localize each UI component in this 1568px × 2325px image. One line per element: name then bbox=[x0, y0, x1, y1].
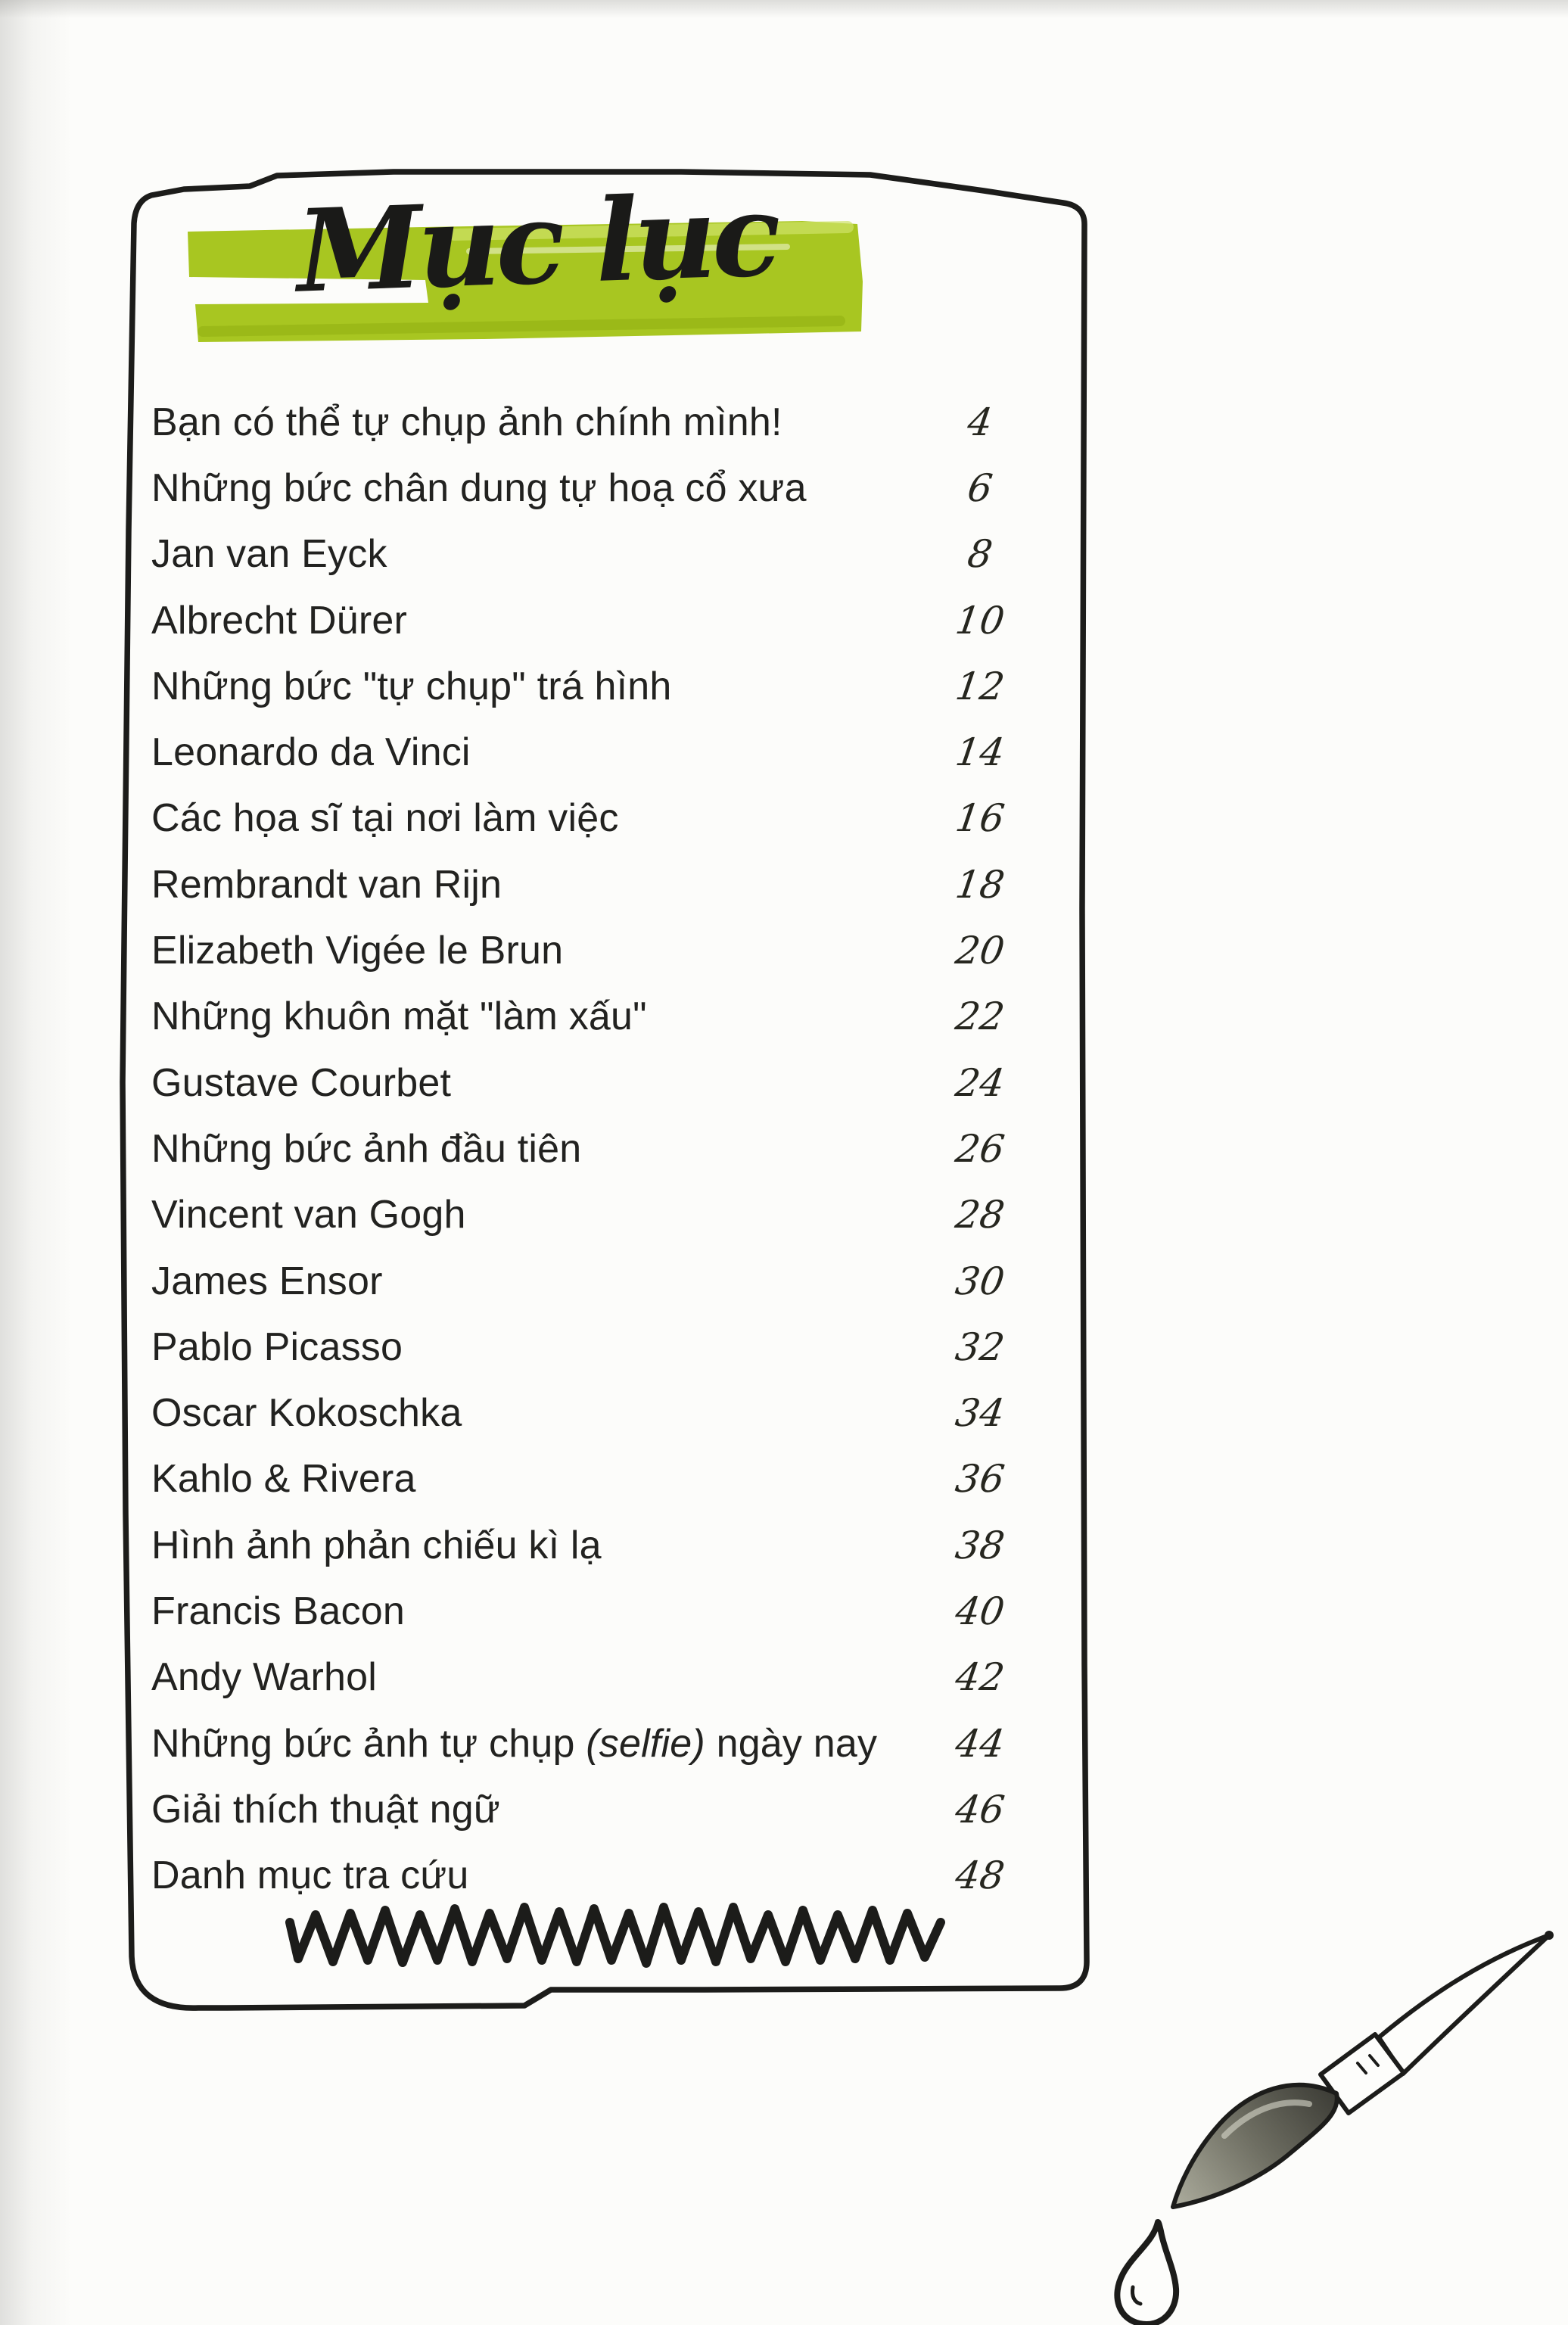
toc-entry bbox=[151, 1512, 1029, 1578]
toc-entry bbox=[151, 984, 1029, 1050]
toc-entry bbox=[151, 1314, 1029, 1380]
toc-entry bbox=[151, 1182, 1029, 1248]
toc-entry-page-number: 24 bbox=[953, 1060, 1007, 1105]
squiggle-divider bbox=[290, 1907, 941, 1963]
toc-entry bbox=[151, 1116, 1029, 1181]
toc-entry-page-number: 6 bbox=[965, 465, 995, 510]
brush-handle-tip bbox=[1545, 1931, 1554, 1940]
toc-entry bbox=[151, 786, 1029, 851]
toc-entry-title: Rembrandt van Rijn bbox=[151, 862, 502, 907]
toc-entry-page-number: 18 bbox=[953, 862, 1007, 907]
brush-bristles bbox=[1173, 2085, 1337, 2207]
toc-entry-page-number: 4 bbox=[965, 400, 995, 444]
brush-handle bbox=[1379, 1935, 1549, 2074]
toc-entry-page-number: 36 bbox=[953, 1457, 1007, 1502]
toc-entry-page-number: 20 bbox=[953, 929, 1007, 973]
toc-entry-title: Albrecht Dürer bbox=[151, 598, 408, 643]
toc-entry bbox=[151, 851, 1029, 917]
toc-entry bbox=[151, 389, 1029, 455]
toc-entry bbox=[151, 1380, 1029, 1446]
toc-entry-title: Kahlo & Rivera bbox=[151, 1457, 416, 1502]
toc-entry-page-number: 44 bbox=[953, 1721, 1007, 1766]
toc-entry-page-number: 32 bbox=[953, 1324, 1007, 1369]
toc-entry-title: Hình ảnh phản chiếu kì lạ bbox=[151, 1523, 602, 1567]
toc-entry-page-number: 42 bbox=[953, 1655, 1007, 1700]
toc-entry bbox=[151, 1710, 1029, 1776]
toc-entry-page-number: 28 bbox=[953, 1193, 1007, 1237]
toc-entry-page-number: 40 bbox=[953, 1589, 1007, 1633]
toc-entry-page-number: 8 bbox=[965, 532, 995, 577]
toc-entry bbox=[151, 1248, 1029, 1314]
toc-entry bbox=[151, 653, 1029, 719]
toc-entry-title: Những bức ảnh tự chụp (selfie) ngày nay bbox=[151, 1721, 878, 1766]
toc-entry bbox=[151, 521, 1029, 587]
toc-entry-title: Những bức "tự chụp" trá hình bbox=[151, 664, 672, 708]
toc-entry bbox=[151, 1843, 1029, 1909]
toc-entry bbox=[151, 917, 1029, 983]
toc-entry bbox=[151, 455, 1029, 521]
toc-entry-title: Những khuôn mặt "làm xấu" bbox=[151, 994, 647, 1039]
page-title: Mục lục bbox=[294, 168, 779, 319]
toc-entry-title: Leonardo da Vinci bbox=[151, 730, 471, 775]
toc-entry-title: Bạn có thể tự chụp ảnh chính mình! bbox=[151, 400, 782, 444]
toc-entry-title: Danh mục tra cứu bbox=[151, 1853, 469, 1898]
toc-entry-title: Gustave Courbet bbox=[151, 1060, 452, 1105]
toc-entry bbox=[151, 1050, 1029, 1116]
toc-entry-page-number: 10 bbox=[953, 598, 1007, 643]
toc-entry-title: James Ensor bbox=[151, 1259, 383, 1303]
toc-entry-title: Pablo Picasso bbox=[151, 1324, 403, 1369]
toc-entry-title: Giải thích thuật ngữ bbox=[151, 1787, 500, 1832]
toc-entry bbox=[151, 1645, 1029, 1710]
toc-entry-page-number: 14 bbox=[953, 730, 1007, 775]
toc-entry-title: Andy Warhol bbox=[151, 1655, 377, 1700]
toc-list bbox=[151, 389, 1029, 1909]
toc-entry-page-number: 22 bbox=[953, 994, 1007, 1039]
toc-entry bbox=[151, 1776, 1029, 1842]
toc-entry bbox=[151, 1446, 1029, 1512]
toc-entry-title: Elizabeth Vigée le Brun bbox=[151, 929, 564, 973]
toc-entry-title: Oscar Kokoschka bbox=[151, 1391, 462, 1436]
toc-entry-title: Những bức chân dung tự hoạ cổ xưa bbox=[151, 465, 807, 510]
toc-entry bbox=[151, 587, 1029, 653]
toc-entry-page-number: 34 bbox=[953, 1391, 1007, 1436]
toc-entry-page-number: 26 bbox=[953, 1126, 1007, 1171]
paintbrush-illustration bbox=[1117, 1931, 1554, 2324]
toc-entry-title: Các họa sĩ tại nơi làm việc bbox=[151, 796, 619, 841]
toc-entry-page-number: 48 bbox=[953, 1853, 1007, 1898]
toc-entry bbox=[151, 719, 1029, 785]
toc-entry-title: Francis Bacon bbox=[151, 1589, 405, 1633]
toc-entry-page-number: 12 bbox=[953, 664, 1007, 708]
toc-entry-page-number: 30 bbox=[953, 1259, 1007, 1303]
paint-drop-icon bbox=[1117, 2222, 1176, 2324]
toc-entry-title: Vincent van Gogh bbox=[151, 1193, 466, 1237]
toc-entry-title: Những bức ảnh đầu tiên bbox=[151, 1126, 582, 1171]
toc-entry-page-number: 16 bbox=[953, 796, 1007, 841]
toc-entry-page-number: 38 bbox=[953, 1523, 1007, 1567]
toc-entry-page-number: 46 bbox=[953, 1787, 1007, 1832]
toc-entry-title: Jan van Eyck bbox=[151, 532, 387, 577]
toc-entry bbox=[151, 1578, 1029, 1644]
